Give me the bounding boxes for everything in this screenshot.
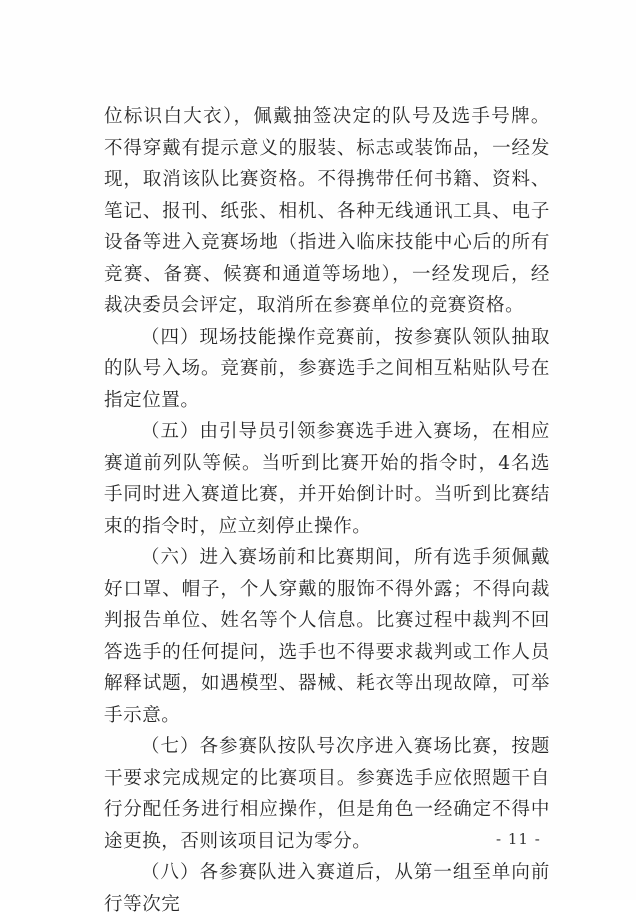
paragraph-item-4: （四）现场技能操作竞赛前，按参赛队领队抽取的队号入场。竞赛前，参赛选手之间相互粘贴队号在指定位置。 [104, 326, 550, 411]
page-number: - 11 - [496, 830, 541, 848]
paragraph-item-8: （八）各参赛队进入赛道后，从第一组至单向前行等次完 [104, 862, 550, 915]
paragraph-item-7: （七）各参赛队按队号次序进入赛场比赛，按题干要求完成规定的比赛项目。参赛选手应依照题干自行分配任务进行相应操作，但是角色一经确定不得中途更换，否则该项目记为零分。 [104, 736, 550, 852]
paragraph-item-6: （六）进入赛场前和比赛期间，所有选手须佩戴好口罩、帽子，个人穿戴的服饰不得外露；不得向裁判报告单位、姓名等个人信息。比赛过程中裁判不回答选手的任何提问，选手也不得要求裁判或工作人员解释试题，如遇模型、器械、耗衣等出现故障，可举手示意。 [104, 547, 550, 726]
paragraph-continuation: 位标识白大衣），佩戴抽签决定的队号及选手号牌。不得穿戴有提示意义的服装、标志或装饰品，一经发现，取消该队比赛资格。不得携带任何书籍、资料、笔记、报刊、纸张、相机、各种无线通讯工具、电子设备等进入竞赛场地（指进入临床技能中心后的所有竞赛、备赛、候赛和通道等场地），一经发现后，经裁决委员会评定，取消所在参赛单位的竞赛资格。 [104, 106, 550, 316]
paragraph-item-5: （五）由引导员引领参赛选手进入赛场，在相应赛道前列队等候。当听到比赛开始的指令时，4名选手同时进入赛道比赛，并开始倒计时。当听到比赛结束的指令时，应立刻停止操作。 [104, 421, 550, 537]
document-body [104, 101, 550, 920]
